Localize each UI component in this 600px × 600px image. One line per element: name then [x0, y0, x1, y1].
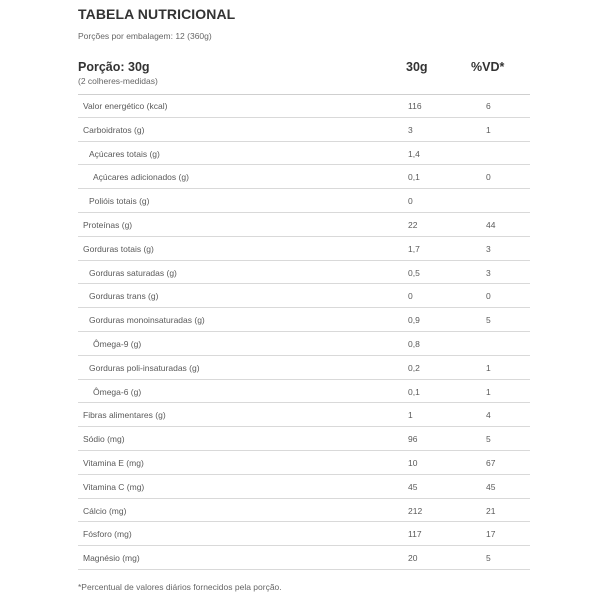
nutrient-amount: 116	[408, 101, 422, 111]
nutrient-daily-value: 6	[486, 101, 491, 111]
nutrient-amount: 212	[408, 505, 423, 516]
nutrient-amount: 3	[408, 124, 413, 135]
footnote: *Percentual de valores diários fornecidos pela porção.	[78, 582, 282, 592]
nutrient-amount: 1,7	[408, 243, 420, 254]
nutrient-label: Gorduras poli-insaturadas (g)	[89, 362, 200, 373]
nutrient-daily-value: 3	[486, 267, 491, 278]
nutrient-label: Açúcares totais (g)	[89, 148, 160, 159]
nutrient-daily-value: 5	[486, 315, 491, 326]
table-row	[78, 522, 530, 546]
table-row	[78, 380, 530, 404]
nutrient-amount: 0,8	[408, 338, 420, 349]
nutrient-label: Proteínas (g)	[83, 219, 133, 230]
nutrient-amount: 0	[408, 196, 413, 207]
nutrient-daily-value: 1	[486, 124, 491, 135]
table-row	[78, 403, 530, 427]
table-title: TABELA NUTRICIONAL	[78, 6, 236, 22]
nutrient-daily-value: 1	[486, 362, 491, 373]
table-row	[78, 451, 530, 475]
table-row	[78, 546, 530, 570]
nutrient-daily-value: 0	[486, 172, 491, 183]
table-row	[78, 165, 530, 189]
nutrient-label: Vitamina C (mg)	[83, 481, 145, 492]
table-row	[78, 237, 530, 261]
nutrient-daily-value: 67	[486, 457, 496, 468]
table-row	[78, 332, 530, 356]
nutrient-daily-value: 5	[486, 434, 491, 445]
nutrient-daily-value: 1	[486, 386, 491, 397]
nutrient-label: Cálcio (mg)	[83, 505, 127, 516]
nutrient-label: Vitamina E (mg)	[83, 457, 144, 468]
nutrient-label: Fósforo (mg)	[83, 529, 132, 540]
nutrient-daily-value: 21	[486, 505, 496, 516]
nutrient-label: Valor energético (kcal)	[83, 101, 168, 111]
nutrient-amount: 10	[408, 457, 418, 468]
nutrient-amount: 0,5	[408, 267, 420, 278]
table-row	[78, 94, 530, 118]
nutrient-label: Polióis totais (g)	[89, 196, 150, 207]
table-row	[78, 118, 530, 142]
nutrient-amount: 45	[408, 481, 418, 492]
table-row	[78, 356, 530, 380]
nutrient-label: Gorduras totais (g)	[83, 243, 154, 254]
nutrient-daily-value: 45	[486, 481, 496, 492]
nutrient-label: Gorduras saturadas (g)	[89, 267, 177, 278]
servings-per-package: Porções por embalagem: 12 (360g)	[78, 31, 212, 41]
portion-description: (2 colheres-medidas)	[78, 76, 158, 86]
table-row	[78, 308, 530, 332]
table-row	[78, 261, 530, 285]
nutrient-amount: 0,9	[408, 315, 420, 326]
nutrient-daily-value: 0	[486, 291, 491, 302]
nutrient-daily-value: 17	[486, 529, 496, 540]
nutrient-amount: 1,4	[408, 148, 420, 159]
nutrient-label: Ômega-6 (g)	[93, 386, 142, 397]
nutrient-label: Açúcares adicionados (g)	[93, 172, 189, 183]
nutrient-daily-value: 5	[486, 553, 491, 564]
nutrient-daily-value: 44	[486, 219, 496, 230]
table-row	[78, 142, 530, 166]
nutrient-label: Gorduras trans (g)	[89, 291, 159, 302]
nutrient-amount: 0,2	[408, 362, 420, 373]
nutrient-label: Sódio (mg)	[83, 434, 125, 445]
nutrient-daily-value: 3	[486, 243, 491, 254]
nutrient-amount: 96	[408, 434, 418, 445]
table-row	[78, 213, 530, 237]
table-row	[78, 499, 530, 523]
nutrient-amount: 0,1	[408, 386, 420, 397]
nutrient-label: Carboidratos (g)	[83, 124, 145, 135]
nutrient-label: Ômega-9 (g)	[93, 338, 142, 349]
nutrient-amount: 20	[408, 553, 418, 564]
nutrient-label: Fibras alimentares (g)	[83, 410, 166, 421]
table-row	[78, 189, 530, 213]
nutrient-amount: 0	[408, 291, 413, 302]
table-row	[78, 427, 530, 451]
daily-value-column-header: %VD*	[471, 60, 505, 74]
nutrient-amount: 1	[408, 410, 413, 421]
nutrient-amount: 0,1	[408, 172, 420, 183]
amount-column-header: 30g	[406, 60, 428, 74]
table-row	[78, 284, 530, 308]
nutrient-amount: 117	[408, 529, 422, 540]
nutrient-label: Magnésio (mg)	[83, 553, 140, 564]
portion-label: Porção: 30g	[78, 60, 150, 74]
nutrient-daily-value: 4	[486, 410, 491, 421]
table-row	[78, 475, 530, 499]
nutrient-label: Gorduras monoinsaturadas (g)	[89, 315, 205, 326]
nutrient-amount: 22	[408, 219, 418, 230]
nutrition-table	[78, 94, 530, 570]
